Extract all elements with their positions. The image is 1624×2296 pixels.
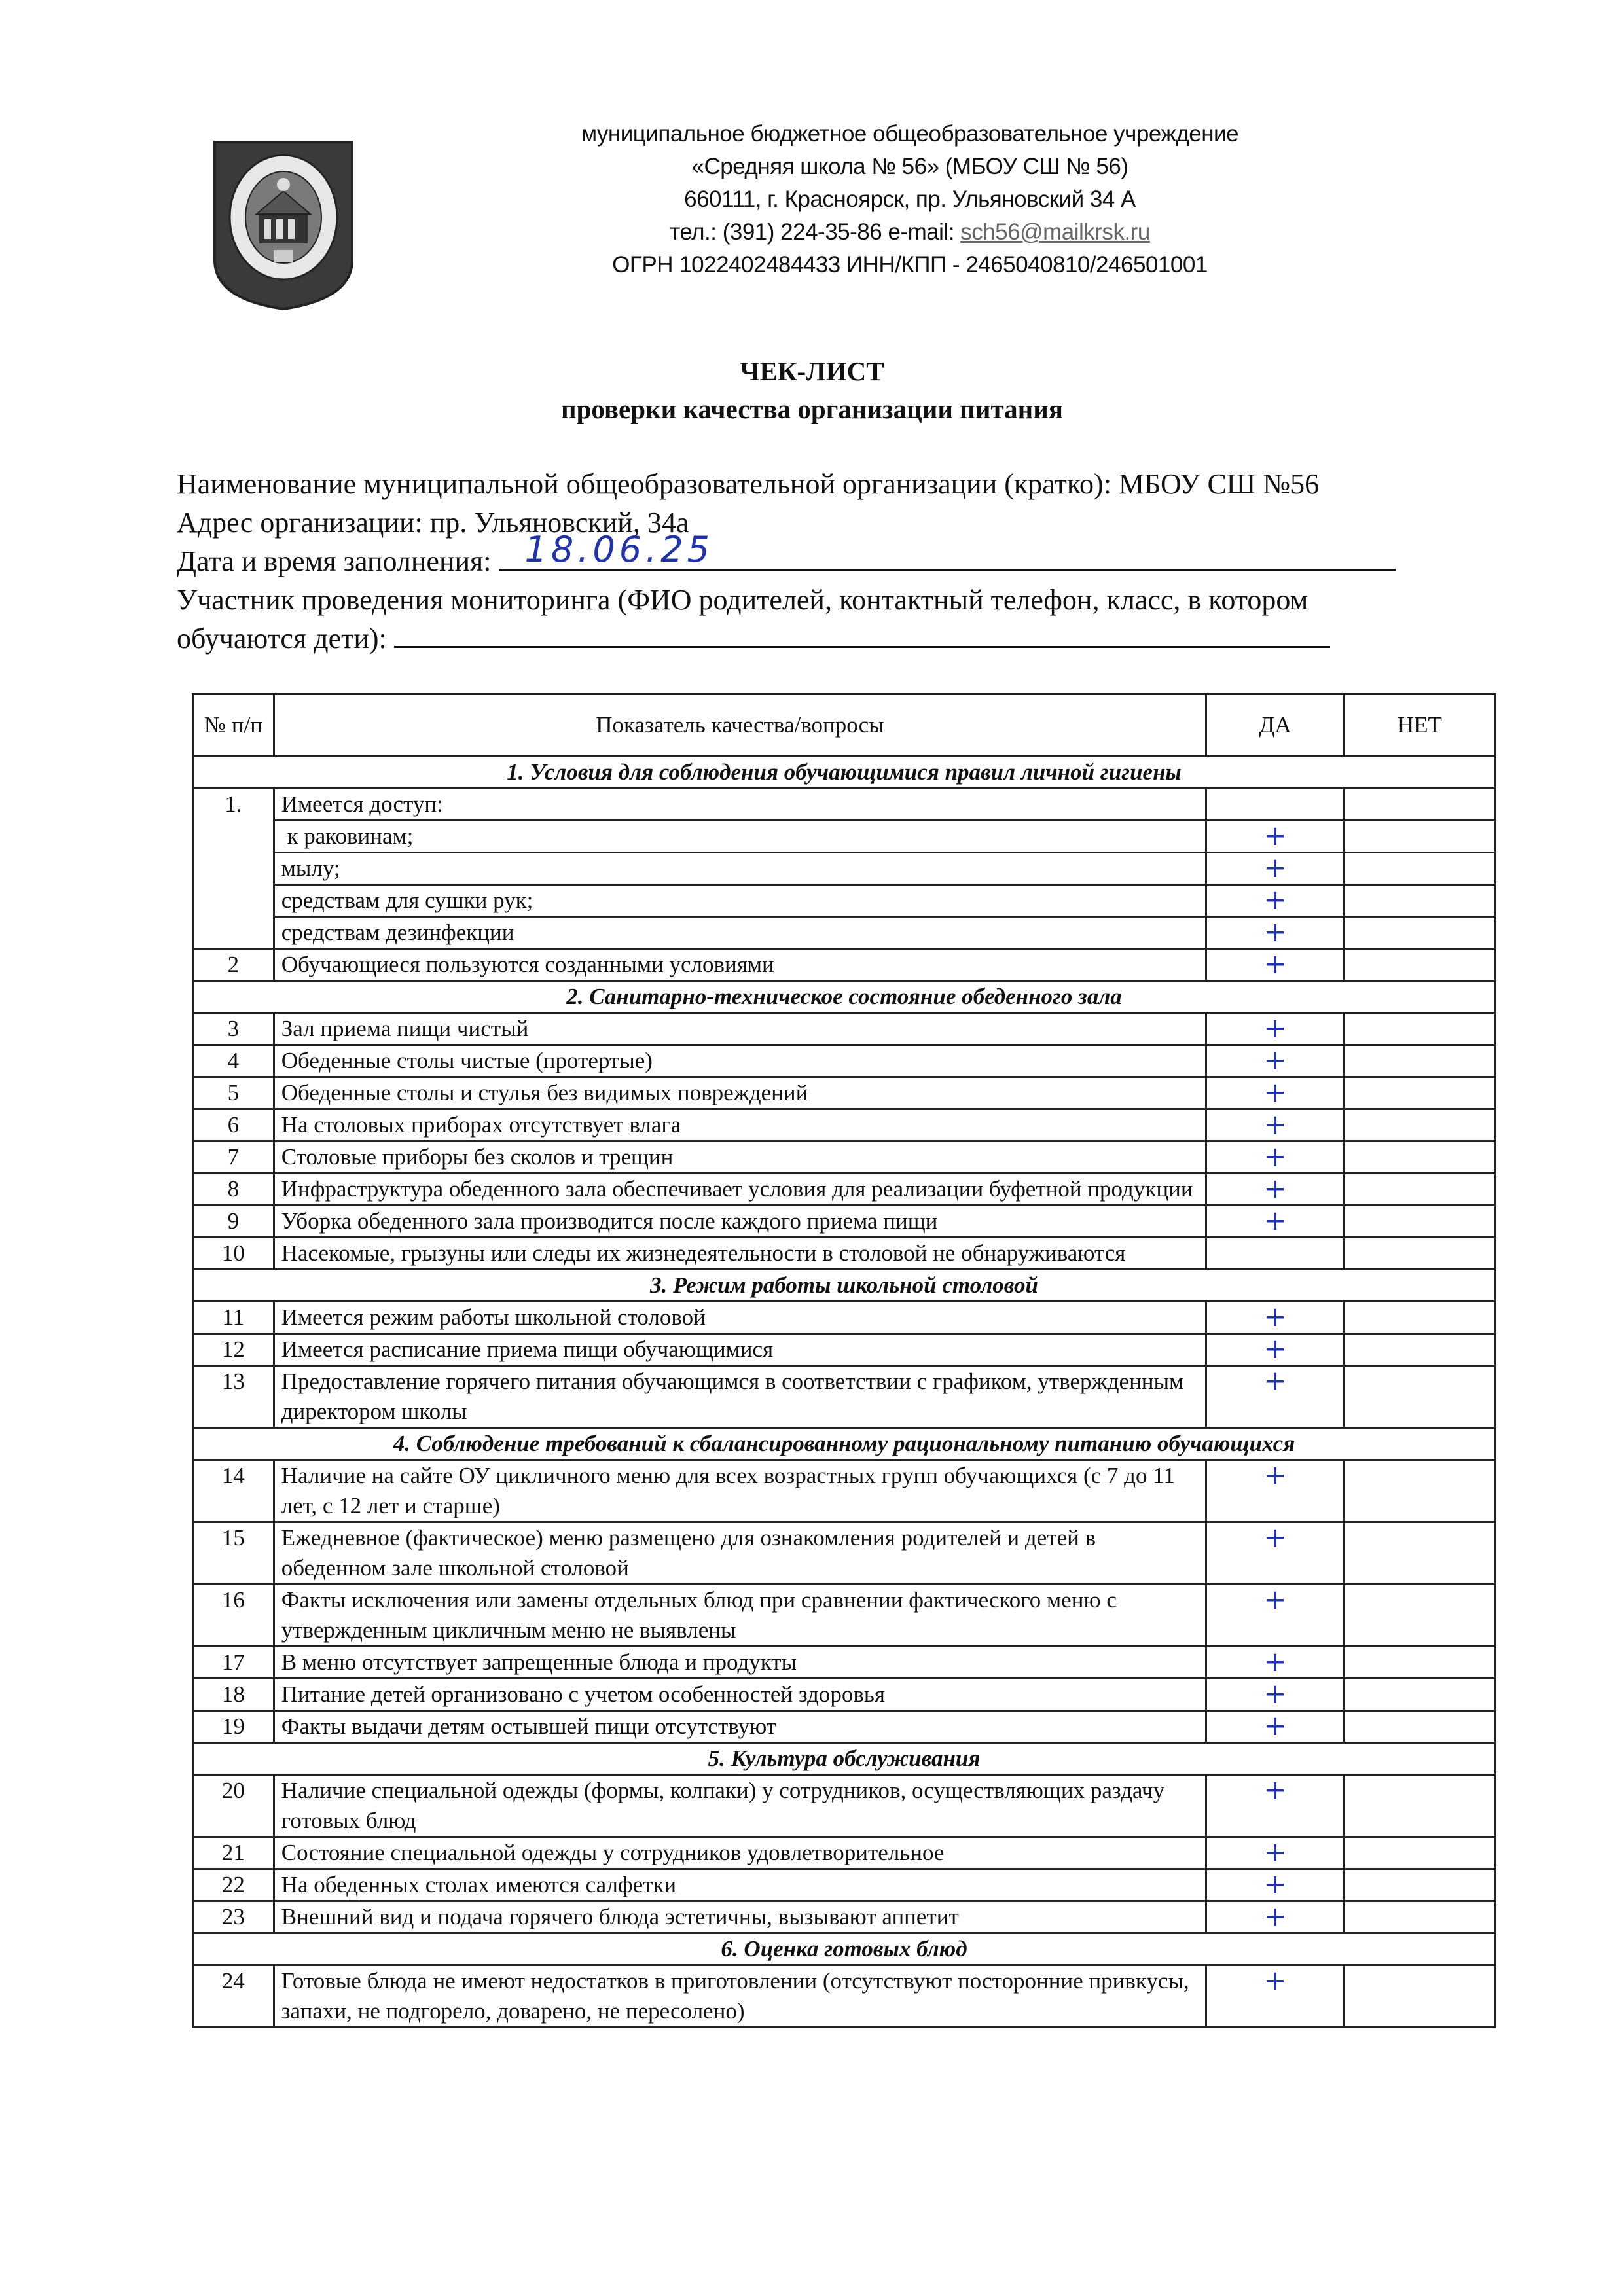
row-number: 6 [193, 1109, 274, 1141]
header-yes: ДА [1206, 694, 1344, 757]
table-row [193, 1679, 1496, 1711]
no-cell[interactable] [1344, 1711, 1495, 1743]
yes-cell[interactable]: + [1206, 1522, 1344, 1585]
row-number: 15 [193, 1522, 274, 1585]
no-cell[interactable] [1344, 1077, 1495, 1109]
no-cell[interactable] [1344, 949, 1495, 981]
row-number: 24 [193, 1965, 274, 2028]
table-row [193, 917, 1496, 949]
row-question: Столовые приборы без сколов и трещин [274, 1141, 1206, 1174]
table-row [193, 1238, 1496, 1270]
table-header-row [193, 694, 1496, 757]
org-email-link[interactable]: sch56@mailkrsk.ru [960, 219, 1150, 245]
date-label: Дата и время заполнения: [177, 545, 499, 577]
yes-cell[interactable]: + [1206, 1302, 1344, 1334]
section-header-row [193, 1428, 1496, 1460]
row-question: Насекомые, грызуны или следы их жизнедеятельности в столовой не обнаруживаются [274, 1238, 1206, 1270]
row-number: 17 [193, 1647, 274, 1679]
no-cell[interactable] [1344, 1141, 1495, 1174]
table-row [193, 853, 1496, 885]
row-number [193, 853, 274, 885]
yes-cell[interactable]: + [1206, 1837, 1344, 1869]
table-row [193, 1045, 1496, 1077]
row-number: 4 [193, 1045, 274, 1077]
yes-cell[interactable]: + [1206, 1869, 1344, 1901]
row-number: 1. [193, 789, 274, 821]
yes-cell[interactable]: + [1206, 1965, 1344, 2028]
date-field[interactable] [499, 529, 1396, 571]
header-num: № п/п [193, 694, 274, 757]
header-no: НЕТ [1344, 694, 1495, 757]
table-row [193, 1837, 1496, 1869]
org-contact-line [386, 216, 1434, 249]
section-title: 3. Режим работы школьной столовой [193, 1270, 1496, 1302]
table-row [193, 1366, 1496, 1428]
row-question: Имеется режим работы школьной столовой [274, 1302, 1206, 1334]
section-header-row [193, 1270, 1496, 1302]
row-number: 16 [193, 1585, 274, 1647]
section-title: 1. Условия для соблюдения обучающимися правил личной гигиены [193, 757, 1496, 789]
yes-cell[interactable]: + [1206, 1679, 1344, 1711]
title-line-1: ЧЕК-ЛИСТ [740, 356, 884, 386]
table-row [193, 1869, 1496, 1901]
participant-label: обучаются дети): [177, 622, 394, 655]
date-handwritten-value: 18.06.25 [524, 529, 713, 570]
section-header-row [193, 757, 1496, 789]
table-row [193, 1013, 1496, 1045]
row-number: 8 [193, 1174, 274, 1206]
row-question: На обеденных столах имеются салфетки [274, 1869, 1206, 1901]
table-row [193, 1522, 1496, 1585]
checklist-body [193, 757, 1496, 2028]
yes-cell[interactable]: + [1206, 853, 1344, 885]
yes-cell[interactable] [1206, 1238, 1344, 1270]
row-question: Уборка обеденного зала производится после каждого приема пищи [274, 1206, 1206, 1238]
section-title: 5. Культура обслуживания [193, 1743, 1496, 1775]
table-row [193, 1711, 1496, 1743]
row-number: 2 [193, 949, 274, 981]
organization-header [386, 118, 1434, 281]
no-cell[interactable] [1344, 821, 1495, 853]
row-number [193, 917, 274, 949]
row-question: Наличие на сайте ОУ цикличного меню для всех возрастных групп обучающихся (с 7 до 11 лет, с 12 лет и старше) [274, 1460, 1206, 1522]
no-cell[interactable] [1344, 1965, 1495, 2028]
checklist-table [192, 693, 1496, 2028]
document-title [0, 352, 1624, 428]
school-emblem-logo [208, 135, 359, 312]
row-question: Имеется доступ: [274, 789, 1206, 821]
yes-cell[interactable]: + [1206, 1585, 1344, 1647]
row-number: 3 [193, 1013, 274, 1045]
info-block [177, 465, 1486, 658]
row-question: Наличие специальной одежды (формы, колпаки) у сотрудников, осуществляющих раздачу готовых блюд [274, 1775, 1206, 1837]
yes-cell[interactable]: + [1206, 1901, 1344, 1933]
yes-cell[interactable]: + [1206, 1109, 1344, 1141]
table-row [193, 1109, 1496, 1141]
table-row [193, 1174, 1496, 1206]
table-row [193, 821, 1496, 853]
row-question: Зал приема пищи чистый [274, 1013, 1206, 1045]
row-number: 12 [193, 1334, 274, 1366]
row-number: 13 [193, 1366, 274, 1428]
no-cell[interactable] [1344, 1109, 1495, 1141]
no-cell[interactable] [1344, 789, 1495, 821]
yes-cell[interactable]: + [1206, 949, 1344, 981]
table-row [193, 1775, 1496, 1837]
row-number: 14 [193, 1460, 274, 1522]
no-cell[interactable] [1344, 1206, 1495, 1238]
row-number [193, 821, 274, 853]
row-number: 19 [193, 1711, 274, 1743]
yes-cell[interactable]: + [1206, 1141, 1344, 1174]
row-question: Внешний вид и подача горячего блюда эстетичны, вызывают аппетит [274, 1901, 1206, 1933]
yes-cell[interactable]: + [1206, 1077, 1344, 1109]
table-row [193, 1302, 1496, 1334]
yes-cell[interactable] [1206, 789, 1344, 821]
date-line [177, 529, 1486, 581]
table-row [193, 1077, 1496, 1109]
no-cell[interactable] [1344, 1775, 1495, 1837]
table-row [193, 1334, 1496, 1366]
row-number: 21 [193, 1837, 274, 1869]
participant-field[interactable] [394, 620, 1330, 648]
participant-line-1: Участник проведения мониторинга (ФИО родителей, контактный телефон, класс, в котором [177, 584, 1308, 616]
row-number: 9 [193, 1206, 274, 1238]
yes-cell[interactable]: + [1206, 1206, 1344, 1238]
row-question: В меню отсутствует запрещенные блюда и продукты [274, 1647, 1206, 1679]
row-question: Состояние специальной одежды у сотрудников удовлетворительное [274, 1837, 1206, 1869]
no-cell[interactable] [1344, 1869, 1495, 1901]
no-cell[interactable] [1344, 1522, 1495, 1585]
title-line-2: проверки качества организации питания [560, 394, 1064, 424]
participant-line-2 [177, 619, 1486, 658]
table-row [193, 1585, 1496, 1647]
no-cell[interactable] [1344, 1460, 1495, 1522]
address-line: Адрес организации: пр. Ульяновский, 34а [177, 507, 689, 539]
yes-cell[interactable]: + [1206, 1366, 1344, 1428]
yes-cell[interactable]: + [1206, 917, 1344, 949]
no-cell[interactable] [1344, 885, 1495, 917]
row-number: 7 [193, 1141, 274, 1174]
row-number: 22 [193, 1869, 274, 1901]
row-question: Питание детей организовано с учетом особенностей здоровья [274, 1679, 1206, 1711]
no-cell[interactable] [1344, 1334, 1495, 1366]
row-question: Обеденные столы чистые (протертые) [274, 1045, 1206, 1077]
row-question: средствам дезинфекции [274, 917, 1206, 949]
section-header-row [193, 1743, 1496, 1775]
row-question: Предоставление горячего питания обучающимся в соответствии с графиком, утвержденным директором школы [274, 1366, 1206, 1428]
row-number: 10 [193, 1238, 274, 1270]
no-cell[interactable] [1344, 1013, 1495, 1045]
row-question: Имеется расписание приема пищи обучающимися [274, 1334, 1206, 1366]
row-number: 20 [193, 1775, 274, 1837]
row-question: Факты выдачи детям остывшей пищи отсутствуют [274, 1711, 1206, 1743]
no-cell[interactable] [1344, 1679, 1495, 1711]
table-row [193, 1460, 1496, 1522]
row-question: мылу; [274, 853, 1206, 885]
yes-cell[interactable]: + [1206, 1045, 1344, 1077]
row-question: Ежедневное (фактическое) меню размещено для ознакомления родителей и детей в обеденном зале школьной столовой [274, 1522, 1206, 1585]
row-number [193, 885, 274, 917]
no-cell[interactable] [1344, 1585, 1495, 1647]
table-row [193, 789, 1496, 821]
no-cell[interactable] [1344, 1837, 1495, 1869]
org-name-line: Наименование муниципальной общеобразовательной организации (кратко): МБОУ СШ №56 [177, 468, 1320, 500]
section-title: 2. Санитарно-техническое состояние обеденного зала [193, 981, 1496, 1013]
yes-cell[interactable]: + [1206, 1647, 1344, 1679]
section-title: 6. Оценка готовых блюд [193, 1933, 1496, 1965]
org-header-line: 660111, г. Красноярск, пр. Ульяновский 34 А [684, 187, 1136, 212]
org-ogrn: ОГРН 1022402484433 ИНН/КПП - 2465040810/246501001 [612, 252, 1208, 278]
row-question: к раковинам; [274, 821, 1206, 853]
table-row [193, 1647, 1496, 1679]
section-header-row [193, 981, 1496, 1013]
no-cell[interactable] [1344, 1238, 1495, 1270]
row-question: Обучающиеся пользуются созданными условиями [274, 949, 1206, 981]
no-cell[interactable] [1344, 853, 1495, 885]
row-question: На столовых приборах отсутствует влага [274, 1109, 1206, 1141]
org-header-line: муниципальное бюджетное общеобразовательное учреждение [581, 121, 1239, 147]
table-row [193, 949, 1496, 981]
table-row [193, 1901, 1496, 1933]
no-cell[interactable] [1344, 1366, 1495, 1428]
section-title: 4. Соблюдение требований к сбалансированному рациональному питанию обучающихся [193, 1428, 1496, 1460]
yes-cell[interactable]: + [1206, 1775, 1344, 1837]
row-question: Готовые блюда не имеют недостатков в приготовлении (отсутствуют посторонние привкусы, запахи, не подгорело, доварено, не пересолено) [274, 1965, 1206, 2028]
no-cell[interactable] [1344, 1901, 1495, 1933]
no-cell[interactable] [1344, 1174, 1495, 1206]
yes-cell[interactable]: + [1206, 1460, 1344, 1522]
org-header-line: «Средняя школа № 56» (МБОУ СШ № 56) [691, 154, 1128, 179]
row-question: Обеденные столы и стулья без видимых повреждений [274, 1077, 1206, 1109]
yes-cell[interactable]: + [1206, 1174, 1344, 1206]
row-number: 11 [193, 1302, 274, 1334]
table-row [193, 1206, 1496, 1238]
no-cell[interactable] [1344, 917, 1495, 949]
table-row [193, 1965, 1496, 2028]
no-cell[interactable] [1344, 1045, 1495, 1077]
header-question: Показатель качества/вопросы [274, 694, 1206, 757]
section-header-row [193, 1933, 1496, 1965]
table-row [193, 1141, 1496, 1174]
no-cell[interactable] [1344, 1302, 1495, 1334]
org-phone: тел.: (391) 224-35-86 e-mail: [670, 219, 961, 245]
no-cell[interactable] [1344, 1647, 1495, 1679]
yes-cell[interactable]: + [1206, 1334, 1344, 1366]
yes-cell[interactable]: + [1206, 885, 1344, 917]
row-question: Инфраструктура обеденного зала обеспечивает условия для реализации буфетной продукции [274, 1174, 1206, 1206]
row-question: Факты исключения или замены отдельных блюд при сравнении фактического меню с утвержденным цикличным меню не выявлены [274, 1585, 1206, 1647]
row-question: средствам для сушки рук; [274, 885, 1206, 917]
yes-cell[interactable]: + [1206, 1013, 1344, 1045]
yes-cell[interactable]: + [1206, 1711, 1344, 1743]
row-number: 23 [193, 1901, 274, 1933]
row-number: 18 [193, 1679, 274, 1711]
row-number: 5 [193, 1077, 274, 1109]
table-row [193, 885, 1496, 917]
yes-cell[interactable]: + [1206, 821, 1344, 853]
